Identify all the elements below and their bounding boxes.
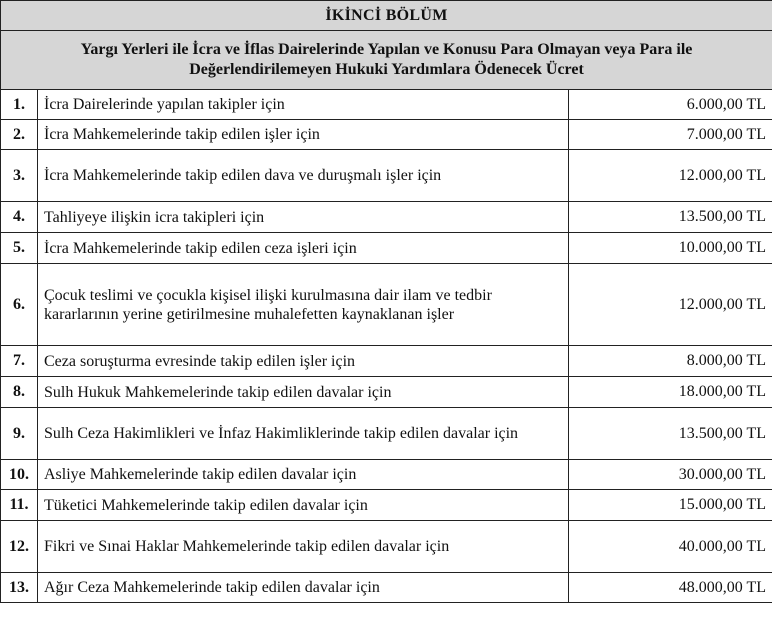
row-number: 10. [1, 460, 38, 490]
table-row [1, 150, 772, 202]
table-row [1, 202, 772, 233]
table-row [1, 264, 772, 346]
row-number: 11. [1, 490, 38, 521]
row-number: 12. [1, 521, 38, 573]
row-description: Asliye Mahkemelerinde takip edilen davalar için [38, 460, 569, 490]
row-description: İcra Mahkemelerinde takip edilen dava ve duruşmalı işler için [38, 150, 569, 202]
table-row [1, 233, 772, 264]
row-description: İcra Mahkemelerinde takip edilen işler için [38, 120, 569, 150]
row-number: 3. [1, 150, 38, 202]
section-header-row [1, 1, 772, 31]
row-amount: 13.500,00 TL [569, 202, 772, 233]
section-title: İKİNCİ BÖLÜM [1, 1, 772, 31]
row-number: 1. [1, 90, 38, 120]
row-number: 8. [1, 377, 38, 408]
row-description: Ceza soruşturma evresinde takip edilen işler için [38, 346, 569, 377]
table-row [1, 120, 772, 150]
row-description: Tahliyeye ilişkin icra takipleri için [38, 202, 569, 233]
table-row [1, 460, 772, 490]
row-amount: 30.000,00 TL [569, 460, 772, 490]
row-amount: 10.000,00 TL [569, 233, 772, 264]
row-description: Ağır Ceza Mahkemelerinde takip edilen davalar için [38, 573, 569, 603]
row-amount: 15.000,00 TL [569, 490, 772, 521]
row-amount: 8.000,00 TL [569, 346, 772, 377]
row-number: 13. [1, 573, 38, 603]
row-number: 6. [1, 264, 38, 346]
row-amount: 6.000,00 TL [569, 90, 772, 120]
section-subtitle-line2: Değerlendirilemeyen Hukuki Yardımlara Ödenecek Ücret [189, 61, 584, 78]
table-row [1, 490, 772, 521]
table-row [1, 377, 772, 408]
row-amount: 18.000,00 TL [569, 377, 772, 408]
row-description: Tüketici Mahkemelerinde takip edilen davalar için [38, 490, 569, 521]
row-number: 7. [1, 346, 38, 377]
row-amount: 12.000,00 TL [569, 150, 772, 202]
row-amount: 7.000,00 TL [569, 120, 772, 150]
table-row [1, 408, 772, 460]
row-description: Sulh Ceza Hakimlikleri ve İnfaz Hakimliklerinde takip edilen davalar için [38, 408, 569, 460]
row-number: 4. [1, 202, 38, 233]
row-description: Sulh Hukuk Mahkemelerinde takip edilen davalar için [38, 377, 569, 408]
table-row [1, 573, 772, 603]
row-description: Çocuk teslimi ve çocukla kişisel ilişki kurulmasına dair ilam ve tedbir kararlarının yerine getirilmesine muhalefetten kaynaklanan işler [38, 264, 569, 346]
row-amount: 13.500,00 TL [569, 408, 772, 460]
row-amount: 12.000,00 TL [569, 264, 772, 346]
table-row [1, 90, 772, 120]
section-subtitle [1, 31, 772, 90]
row-description: Fikri ve Sınai Haklar Mahkemelerinde takip edilen davalar için [38, 521, 569, 573]
row-description: İcra Mahkemelerinde takip edilen ceza işleri için [38, 233, 569, 264]
row-amount: 48.000,00 TL [569, 573, 772, 603]
row-number: 5. [1, 233, 38, 264]
section-subtitle-line1: Yargı Yerleri ile İcra ve İflas Dairelerinde Yapılan ve Konusu Para Olmayan veya Para ile [80, 41, 693, 58]
row-description: İcra Dairelerinde yapılan takipler için [38, 90, 569, 120]
row-number: 9. [1, 408, 38, 460]
table-row [1, 521, 772, 573]
row-number: 2. [1, 120, 38, 150]
row-amount: 40.000,00 TL [569, 521, 772, 573]
table-row [1, 346, 772, 377]
section-subtitle-row [1, 31, 772, 90]
